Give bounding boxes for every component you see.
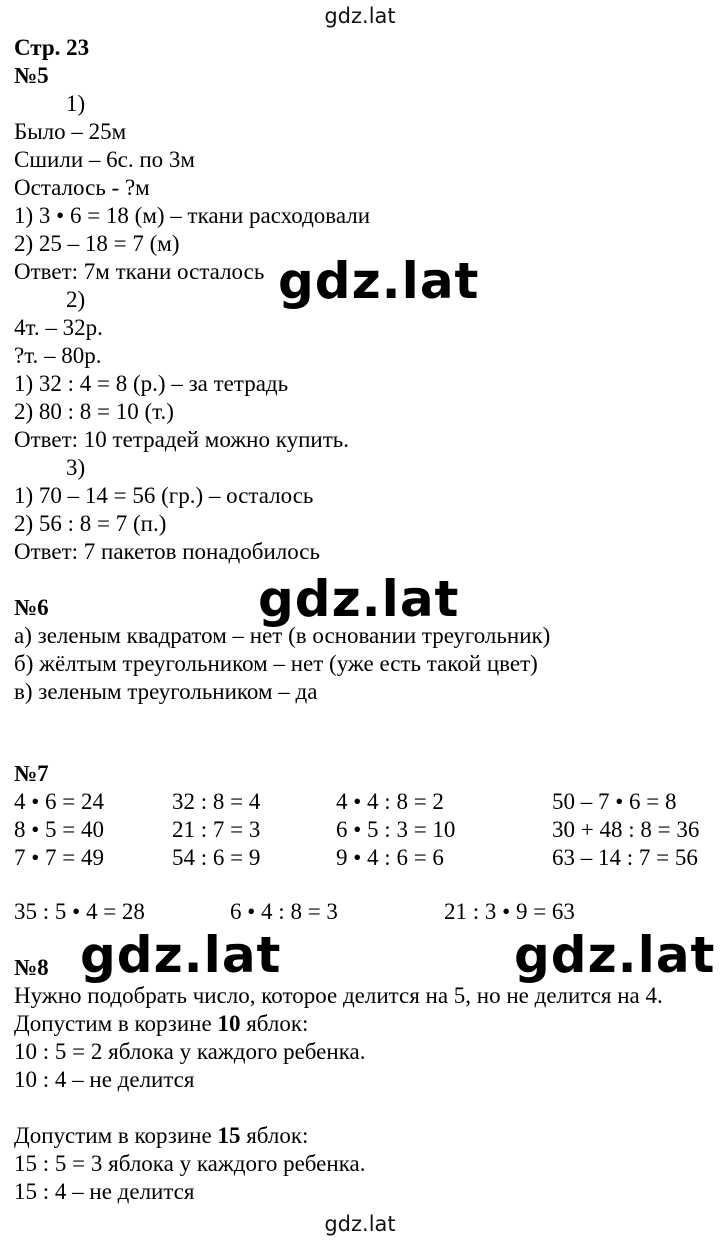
task7-extra-expression: 21 : 3 • 9 = 63 xyxy=(444,899,575,924)
task6-line: б) жёлтым треугольником – нет (уже есть такой цвет) xyxy=(14,651,538,676)
task7-expression: 6 • 5 : 3 = 10 xyxy=(336,817,456,842)
task8-case1-prefix: Допустим в корзине xyxy=(14,1011,218,1036)
task8-title: №8 xyxy=(14,955,49,980)
task8-case1-number: 10 xyxy=(217,1011,241,1036)
watermark-bottom: gdz.lat xyxy=(324,1212,396,1236)
task5-title: №5 xyxy=(14,63,49,88)
task5-part3-line: 1) 70 – 14 = 56 (гр.) – осталось xyxy=(14,483,314,508)
task5-part2-line: ?т. – 80р. xyxy=(14,343,102,368)
task7-expression: 50 – 7 • 6 = 8 xyxy=(552,789,677,814)
task8-case2-line: 15 : 5 = 3 яблока у каждого ребенка. xyxy=(14,1151,366,1176)
watermark-top: gdz.lat xyxy=(324,4,396,28)
task8-case2-suffix: яблок: xyxy=(240,1123,309,1148)
task7-extra-expression: 6 • 4 : 8 = 3 xyxy=(230,899,338,924)
task7-expression: 9 • 4 : 6 = 6 xyxy=(336,845,444,870)
task7-expression: 4 • 4 : 8 = 2 xyxy=(336,789,444,814)
task7-expression: 21 : 7 = 3 xyxy=(172,817,261,842)
task5-part1-line: Осталось - ?м xyxy=(14,175,150,200)
task8-case1-heading xyxy=(14,1010,308,1038)
task5-part2-line: 1) 32 : 4 = 8 (р.) – за тетрадь xyxy=(14,371,289,396)
task5-part2-line: 2) 80 : 8 = 10 (т.) xyxy=(14,399,174,424)
task8-case2-heading xyxy=(14,1122,308,1150)
task5-part1-answer: Ответ: 7м ткани осталось xyxy=(14,259,265,284)
task5-part2-label: 2) xyxy=(66,287,86,312)
watermark-big: gdz.lat xyxy=(514,926,716,984)
task7-expression: 32 : 8 = 4 xyxy=(172,789,261,814)
task5-part1-line: Было – 25м xyxy=(14,119,127,144)
task8-case2-number: 15 xyxy=(217,1123,241,1148)
task6-line: в) зеленым треугольником – да xyxy=(14,679,318,704)
task5-part3-line: 2) 56 : 8 = 7 (п.) xyxy=(14,511,167,536)
page-header: Стр. 23 xyxy=(14,35,90,60)
task8-case2-line: 15 : 4 – не делится xyxy=(14,1179,195,1204)
task7-expression: 7 • 7 = 49 xyxy=(14,845,105,870)
task5-part1-label: 1) xyxy=(66,91,86,116)
watermark-big: gdz.lat xyxy=(258,570,460,628)
task7-expression: 8 • 5 = 40 xyxy=(14,817,105,842)
task8-case1-line: 10 : 5 = 2 яблока у каждого ребенка. xyxy=(14,1039,366,1064)
task7-expression: 54 : 6 = 9 xyxy=(172,845,261,870)
task8-intro: Нужно подобрать число, которое делится на 5, но не делится на 4. xyxy=(14,983,663,1008)
task5-part2-line: 4т. – 32р. xyxy=(14,315,103,340)
task7-expression: 4 • 6 = 24 xyxy=(14,789,105,814)
task6-line: а) зеленым квадратом – нет (в основании треугольник) xyxy=(14,623,551,648)
task5-part3-answer: Ответ: 7 пакетов понадобилось xyxy=(14,539,321,564)
task5-part1-line: Сшили – 6с. по 3м xyxy=(14,147,195,172)
task5-part3-label: 3) xyxy=(66,455,86,480)
watermark-big: gdz.lat xyxy=(278,252,480,310)
task5-part1-line: 1) 3 • 6 = 18 (м) – ткани расходовали xyxy=(14,203,371,228)
task8-case1-line: 10 : 4 – не делится xyxy=(14,1067,195,1092)
task6-title: №6 xyxy=(14,595,49,620)
task5-part1-line: 2) 25 – 18 = 7 (м) xyxy=(14,231,180,256)
task7-expression: 63 – 14 : 7 = 56 xyxy=(552,845,698,870)
task7-extra-expression: 35 : 5 • 4 = 28 xyxy=(14,899,145,924)
task7-title: №7 xyxy=(14,761,49,786)
task7-expression: 30 + 48 : 8 = 36 xyxy=(552,817,700,842)
watermark-big: gdz.lat xyxy=(80,926,282,984)
task8-case2-prefix: Допустим в корзине xyxy=(14,1123,218,1148)
task8-case1-suffix: яблок: xyxy=(240,1011,309,1036)
task5-part2-answer: Ответ: 10 тетрадей можно купить. xyxy=(14,427,349,452)
